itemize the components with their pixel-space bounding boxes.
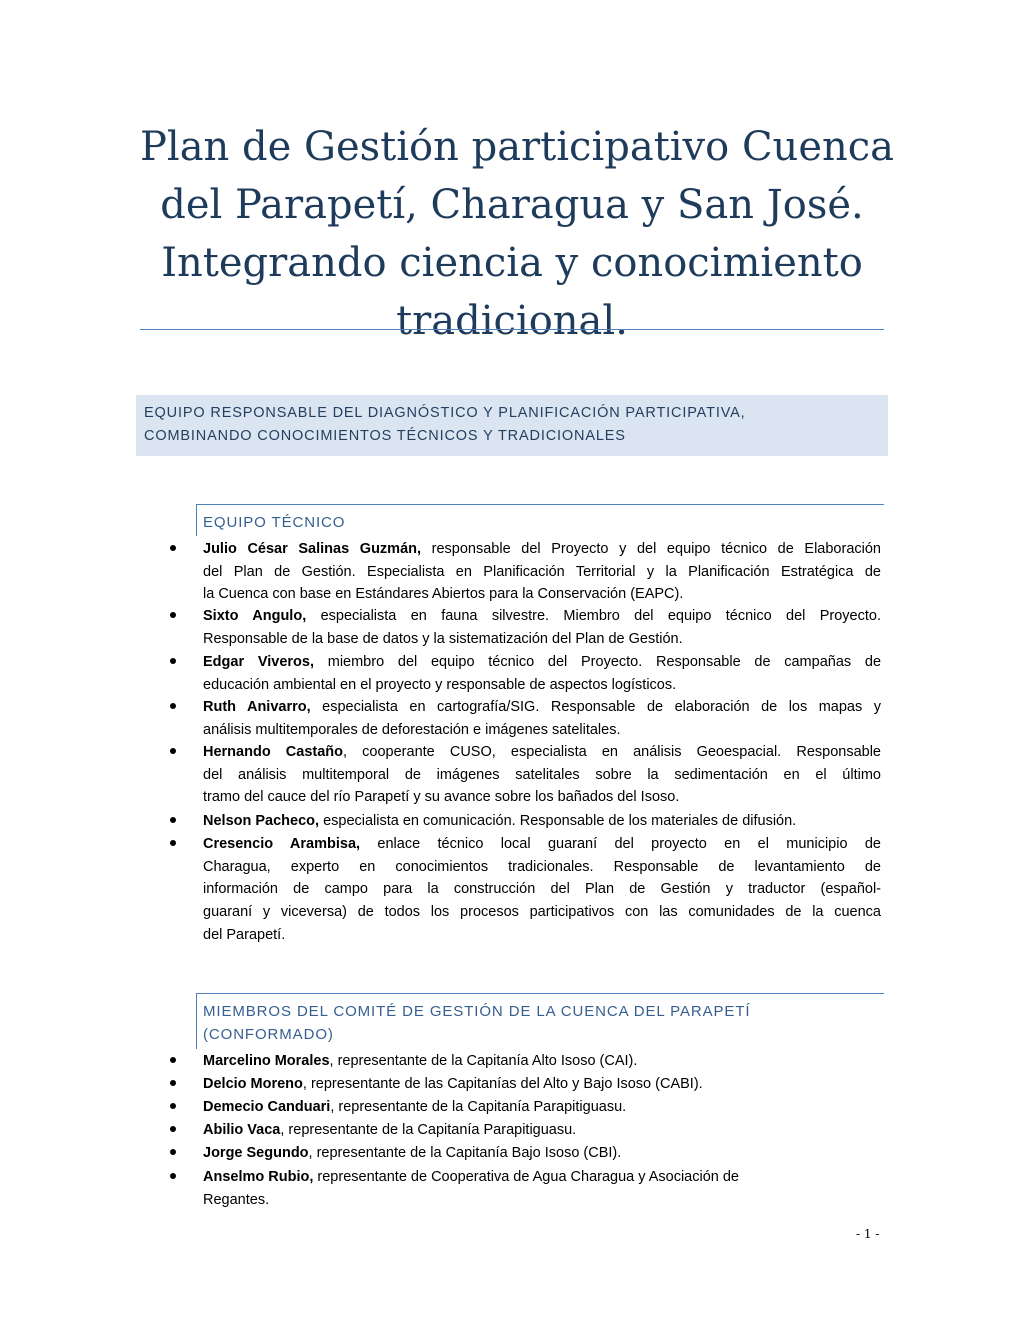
text-line: Responsable de la base de datos y la sistematización del Plan de Gestión. [203,630,683,647]
text-line: análisis multitemporales de deforestación e imágenes satelitales. [203,721,621,738]
bullet-icon [170,1103,176,1109]
list-item-text [203,651,881,696]
person-name: Edgar Viveros, [203,654,314,670]
text-line [203,1096,881,1119]
title-line: tradicional. [396,298,628,344]
heading-line: EQUIPO TÉCNICO [203,514,346,531]
person-name: Julio César Salinas Guzmán, [203,541,422,557]
person-name: Demecio Canduari [203,1099,331,1115]
bullet-icon [170,658,176,664]
description: responsable del Proyecto y del equipo técnico de Elaboración [421,541,881,557]
section-banner [136,395,888,456]
description: , representante de la Capitanía Parapitiguasu. [280,1122,577,1138]
description: especialista en comunicación. Responsable de los materiales de difusión. [319,813,797,829]
description: , representante de la Capitanía Bajo Isoso (CBI). [308,1145,622,1161]
title-line: Plan de Gestión participativo Cuenca [140,124,895,170]
bullet-icon [170,612,176,618]
person-name: Jorge Segundo [203,1145,309,1161]
list-item-text [203,1050,881,1073]
description: , representante de la Capitanía Parapitiguasu. [330,1099,627,1115]
person-name: Ruth Anivarro, [203,699,311,715]
description: , cooperante CUSO, especialista en análisis Geoespacial. Responsable [343,744,881,760]
description: , representante de la Capitanía Alto Isoso (CAI). [329,1053,638,1069]
person-name: Anselmo Rubio, [203,1169,314,1185]
text-line [203,605,881,628]
title-underline [140,329,884,330]
bullet-icon [170,817,176,823]
document-title [140,118,895,350]
text-line: Charagua, experto en conocimientos tradicionales. Responsable de levantamiento de [203,858,881,875]
text-line [203,1166,881,1189]
description: representante de Cooperativa de Agua Charagua y Asociación de [313,1169,740,1185]
list-item-text [203,1119,881,1142]
text-line: la Cuenca con base en Estándares Abiertos para la Conservación (EAPC). [203,586,684,603]
person-name: Nelson Pacheco, [203,813,320,829]
person-name: Hernando Castaño [203,744,344,760]
heading-comite-gestion [196,993,884,1049]
text-line [203,1073,881,1096]
text-line: guaraní y viceversa) de todos los procesos participativos con las comunidades de la cuenca [203,904,881,921]
list-item-text [203,810,881,833]
banner-line: EQUIPO RESPONSABLE DEL DIAGNÓSTICO Y PLANIFICACIÓN PARTICIPATIVA, [144,405,746,421]
list-item-text [203,1166,881,1211]
page-number: - 1 - [856,1227,880,1241]
description: especialista en fauna silvestre. Miembro del equipo técnico del Proyecto. [306,608,881,624]
text-line [203,1142,881,1165]
text-line: Regantes. [203,1191,270,1208]
text-line: información de campo para la construcción del Plan de Gestión y traductor (español- [203,881,881,898]
text-line [203,810,881,833]
heading-line: (CONFORMADO) [203,1026,334,1043]
list-item-text [203,696,881,741]
text-line [203,1119,881,1142]
description: enlace técnico local guaraní del proyecto en el municipio de [360,836,881,852]
list-item-text [203,538,881,606]
person-name: Delcio Moreno [203,1076,303,1092]
list-item-text [203,1096,881,1119]
list-item-text [203,741,881,809]
text-line: educación ambiental en el proyecto y responsable de aspectos logísticos. [203,676,677,693]
text-line: del Parapetí. [203,926,286,943]
heading-line: MIEMBROS DEL COMITÉ DE GESTIÓN DE LA CUENCA DEL PARAPETÍ [203,1003,751,1020]
bullet-icon [170,1149,176,1155]
text-line: del análisis multitemporal de imágenes satelitales sobre la sedimentación en el último [203,766,881,783]
list-item-text [203,833,881,947]
text-line [203,538,881,561]
bullet-icon [170,748,176,754]
text-line [203,696,881,719]
description: especialista en cartografía/SIG. Responsable de elaboración de los mapas y [310,699,881,715]
list-item-text [203,1142,881,1165]
text-line: del Plan de Gestión. Especialista en Planificación Territorial y la Planificación Estratégica de [203,563,881,580]
person-name: Marcelino Morales [203,1053,330,1069]
text-line [203,741,881,764]
bullet-icon [170,1057,176,1063]
person-name: Abilio Vaca [203,1122,281,1138]
heading-equipo-tecnico [196,504,884,536]
bullet-icon [170,840,176,846]
title-line: del Parapetí, Charagua y San José. [160,182,864,228]
bullet-icon [170,1173,176,1179]
description: miembro del equipo técnico del Proyecto. Responsable de campañas de [314,654,882,670]
list-item-text [203,605,881,650]
list-item-text [203,1073,881,1096]
bullet-icon [170,545,176,551]
person-name: Cresencio Arambisa, [203,836,361,852]
text-line [203,651,881,674]
text-line [203,1050,881,1073]
text-line [203,833,881,856]
title-line: Integrando ciencia y conocimiento [161,240,863,286]
bullet-icon [170,1080,176,1086]
person-name: Sixto Angulo, [203,608,307,624]
text-line: tramo del cauce del río Parapetí y su avance sobre los bañados del Isoso. [203,789,680,806]
description: , representante de las Capitanías del Alto y Bajo Isoso (CABI). [302,1076,703,1092]
bullet-icon [170,1126,176,1132]
banner-line: COMBINANDO CONOCIMIENTOS TÉCNICOS Y TRADICIONALES [144,428,626,444]
bullet-icon [170,703,176,709]
